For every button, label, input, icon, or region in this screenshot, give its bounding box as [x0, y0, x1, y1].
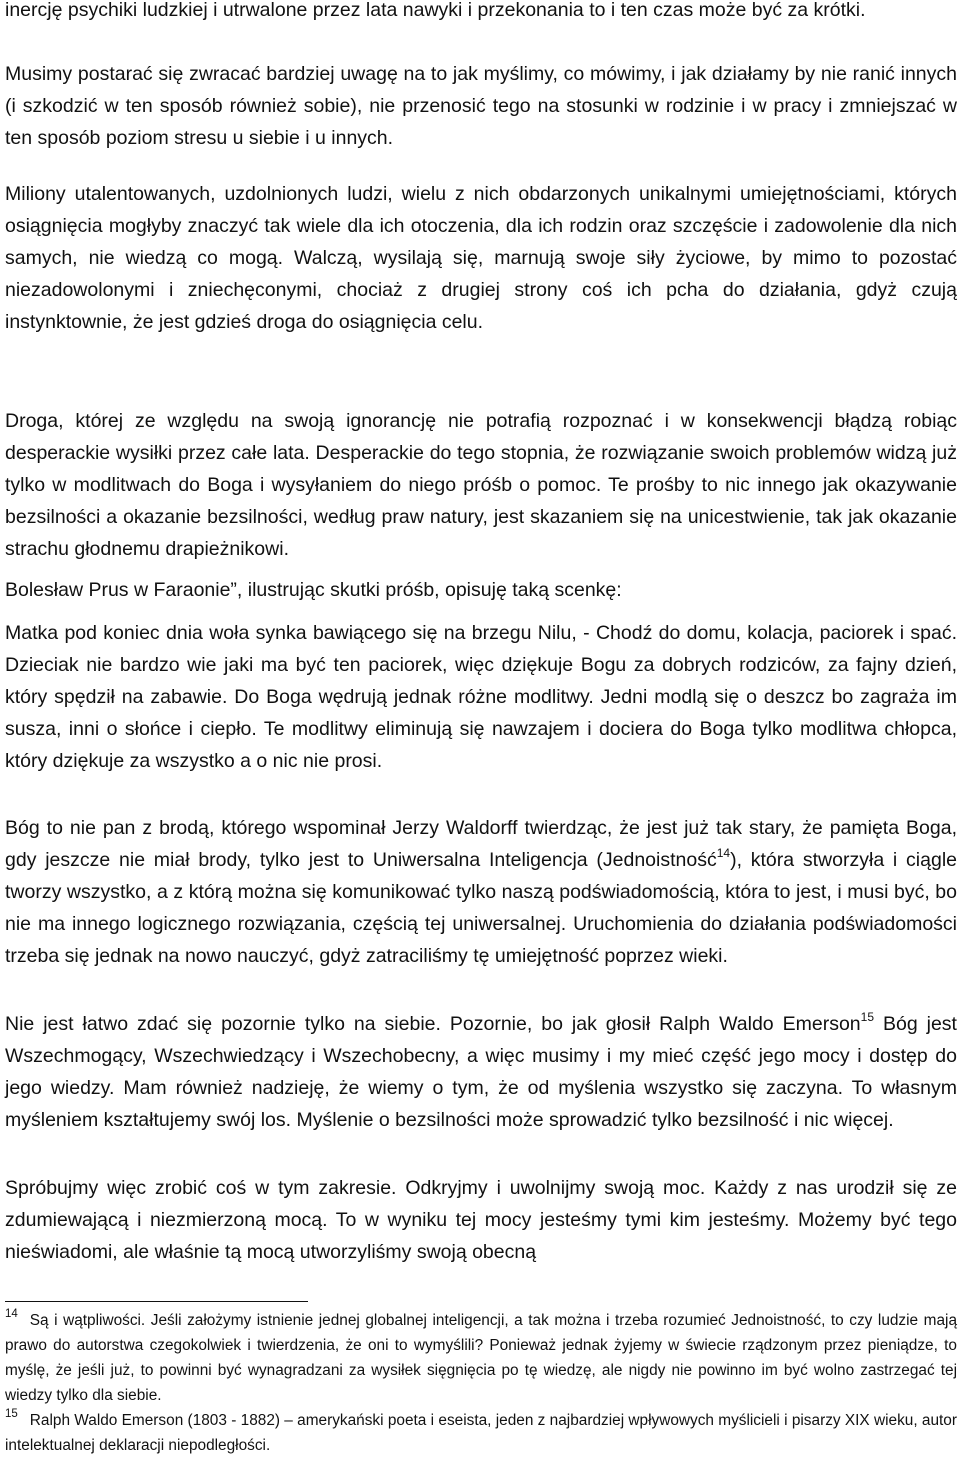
footnote-number: 15 [5, 1408, 18, 1420]
paragraph: Spróbujmy więc zrobić coś w tym zakresie. Odkryjmy i uwolnijmy swoją moc. Każdy z nas urodził się ze zdumiewającą i niezmierzoną mocą. To w wyniku tej mocy jesteśmy tymi kim jesteśmy. Możemy być tego nieświadomi, ale właśnie tą mocą utworzyliśmy swoją obecną [5, 1177, 957, 1263]
paragraph: Matka pod koniec dnia woła synka bawiącego się na brzegu Nilu, - Chodź do domu, kolacja, paciorek i spać. Dzieciak nie bardzo wie jaki ma być ten paciorek, więc dziękuje Bogu za dobrych rodziców, za fajny dzień, który spędził na zabawie. Do Boga wędrują jednak różne modlitwy. Jedni modlą się o deszcz bo zagraża im susza, inni o słońce i ciepło. Te modlitwy eliminują się nawzajem i dociera do Boga tylko modlitwa chłopca, który dziękuje za wszystko a o nic nie prosi. [5, 622, 957, 772]
paragraph-text: Nie jest łatwo zdać się pozornie tylko na siebie. Pozornie, bo jak głosił Ralph Waldo Emerson [5, 1013, 861, 1035]
footnote-text: Są i wątpliwości. Jeśli założymy istnienie jednej globalnej inteligencji, a tak można i trzeba rozumieć Jednoistność, to czy ludzie mają prawo do autorstwa czegokolwiek i twierdzenia, że oni to wymyślili? Ponieważ jednak żyjemy w świecie rządzonym przez pieniądze, to myślę, że jeśli już, to powinni być wynagradzani za wysiłek sięgnięcia po tę wiedzę, ale nigdy nie powinno im być wolno zastrzegać tej wiedzy tylko dla siebie. [5, 1312, 957, 1404]
footnote-14 [5, 1308, 957, 1408]
paragraph-text: Bóg to nie pan z brodą, którego wspominał Jerzy Waldorff twierdząc, że jest już tak stary, że pamięta Boga, gdy jeszcze nie miał brody, tylko jest to Uniwersalna Inteligencja (Jednoistność [5, 817, 957, 871]
paragraph [5, 812, 957, 972]
footnote-15 [5, 1408, 957, 1458]
footnote-separator [5, 1301, 308, 1302]
paragraph: Droga, której ze względu na swoją ignorancję nie potrafią rozpoznać i w konsekwencji błądzą robiąc desperackie wysiłki przez całe lata. Desperackie do tego stopnia, że rozwiązanie swoich problemów widzą już tylko w modlitwach do Boga i wysyłaniem do niego próśb o pomoc. Te prośby to nic innego jak okazywanie bezsilności a okazanie bezsilności, według praw natury, jest skazaniem się na unicestwienie, tak jak okazanie strachu głodnemu drapieżnikowi. [5, 410, 957, 560]
footnote-text: Ralph Waldo Emerson (1803 - 1882) – amerykański poeta i eseista, jeden z najbardziej wpływowych myślicieli i pisarzy XIX wieku, autor intelektualnej deklaracji niepodległości. [5, 1412, 957, 1454]
paragraph-text: ), która stworzyła i ciągle tworzy wszystko, a z którą można się komunikować tylko naszą podświadomością, która to jest, i musi być, bo nie ma innego logicznego rozwiązania, częścią tej uniwersalnej. Uruchomienia do działania podświadomości trzeba się jednak na nowo nauczyć, gdyż zatraciliśmy tę umiejętność poprzez wieki. [5, 849, 957, 967]
footnotes [5, 1308, 957, 1458]
footnote-ref-14[interactable]: 14 [716, 846, 731, 860]
footnote-ref-15[interactable]: 15 [860, 1010, 874, 1024]
paragraph [5, 1008, 957, 1136]
paragraph: Musimy postarać się zwracać bardziej uwagę na to jak myślimy, co mówimy, i jak działamy by nie ranić innych (i szkodzić w ten sposób również sobie), nie przenosić tego na stosunki w rodzinie i w pracy i zmniejszać w ten sposób poziom stresu u siebie i u innych. [5, 63, 957, 149]
paragraph-text: Bóg jest Wszechmogący, Wszechwiedzący i Wszechobecny, a więc musimy i my mieć część jego mocy i dostęp do jego wiedzy. Mam również nadzieję, że wiemy o tym, że od myślenia wszystko się zaczyna. To własnym myśleniem kształtujemy swój los. Myślenie o bezsilności może sprowadzić tylko bezsilność i nic więcej. [5, 1013, 957, 1131]
paragraph: inercję psychiki ludzkiej i utrwalone przez lata nawyki i przekonania to i ten czas może być za krótki. [5, 0, 866, 21]
paragraph: Miliony utalentowanych, uzdolnionych ludzi, wielu z nich obdarzonych unikalnymi umiejętnościami, których osiągnięcia mogłyby znaczyć tak wiele dla ich otoczenia, dla ich rodzin oraz szczęście i zadowolenie dla nich samych, nie wiedzą co mogą. Walczą, wysilają się, marnują swoje siły życiowe, by mimo to pozostać niezadowolonymi i zniechęconymi, chociaż z drugiej strony coś ich pcha do działania, gdyż czują instynktownie, że jest gdzieś droga do osiągnięcia celu. [5, 183, 957, 333]
footnote-number: 14 [5, 1308, 18, 1320]
paragraph: Bolesław Prus w Faraonie”, ilustrując skutki próśb, opisuję taką scenkę: [5, 579, 622, 601]
